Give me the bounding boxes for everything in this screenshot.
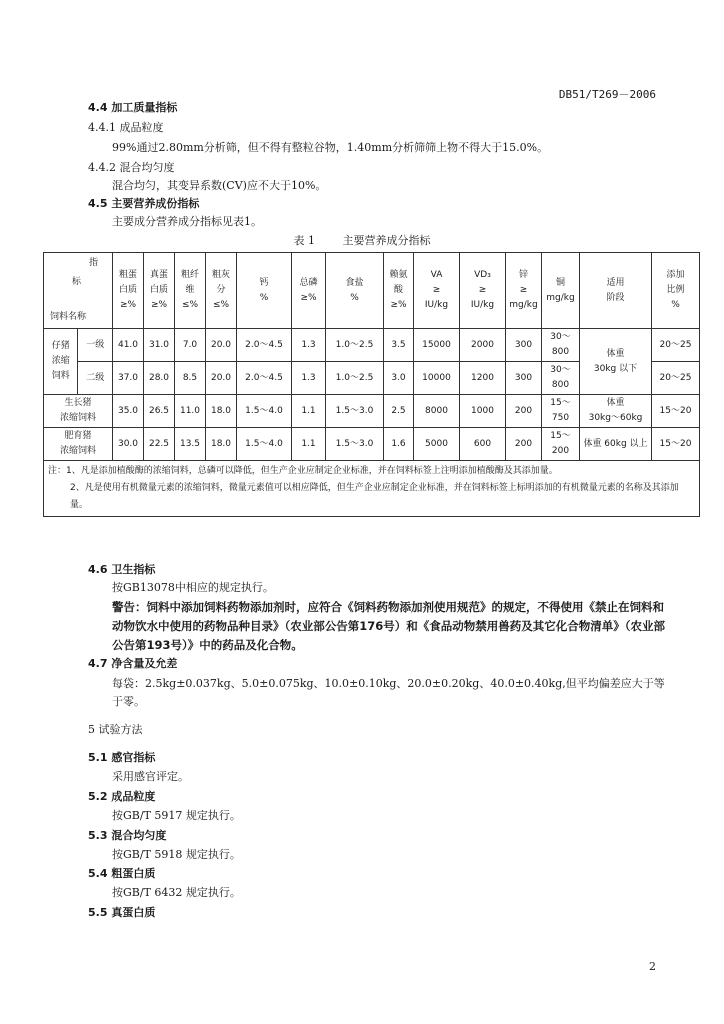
value-cell: 18.0 xyxy=(206,395,237,428)
section-4-4-2-text: 混合均匀，其变异系数(CV)应不大于10%。 xyxy=(112,179,327,192)
section-5-4-title: 5.4 粗蛋白质 xyxy=(88,867,156,880)
value-cell: 1.6 xyxy=(384,428,414,461)
header-cell: VA ≥ IU/kg xyxy=(414,253,460,329)
table-row xyxy=(44,395,700,428)
value-cell: 2.0～4.5 xyxy=(237,362,292,395)
header-cell: 粗纤 维 ≤% xyxy=(175,253,206,329)
value-cell: 1.3 xyxy=(292,362,326,395)
section-5-1-title: 5.1 感官指标 xyxy=(88,751,156,764)
header-cell: 粗灰 分 ≤% xyxy=(206,253,237,329)
feed-name-cell: 肥育猪 浓缩饲料 xyxy=(44,428,113,461)
value-cell: 1200 xyxy=(460,362,506,395)
header-cell: 铜 mg/kg xyxy=(542,253,580,329)
nutrition-table xyxy=(43,252,700,517)
value-cell: 3.5 xyxy=(384,329,414,362)
value-cell: 31.0 xyxy=(144,329,175,362)
table-notes xyxy=(44,461,700,517)
header-cell: 锌 ≥ mg/kg xyxy=(506,253,542,329)
value-cell: 30～ 800 xyxy=(542,329,580,362)
value-cell: 7.0 xyxy=(175,329,206,362)
corner-mid-label: 标 xyxy=(72,277,82,287)
value-cell: 18.0 xyxy=(206,428,237,461)
document-id: DB51/T269－2006 xyxy=(558,88,656,101)
value-cell: 600 xyxy=(460,428,506,461)
value-cell: 8.5 xyxy=(175,362,206,395)
stage-cell: 体重 30kg 以下 xyxy=(580,329,652,395)
value-cell: 22.5 xyxy=(144,428,175,461)
value-cell: 20.0 xyxy=(206,329,237,362)
table-number: 表 1 xyxy=(293,234,315,247)
section-5-4-text: 按GB/T 6432 规定执行。 xyxy=(112,886,241,899)
section-4-6-warning: 警告：饲料中添加饲料药物添加剂时，应符合《饲料药物添加剂使用规范》的规定，不得使用《禁止在饲料和动物饮水中使用的药物品种目录》（农业部公告第176号）和《食品动物禁用兽药及其它化合物清单》（农业部公告第193号）》中的药品及化合物。 xyxy=(112,600,665,652)
value-cell: 200 xyxy=(506,395,542,428)
value-cell: 2000 xyxy=(460,329,506,362)
value-cell: 15～ 750 xyxy=(542,395,580,428)
page-number: 2 xyxy=(649,960,656,973)
value-cell: 300 xyxy=(506,362,542,395)
value-cell: 30～ 800 xyxy=(542,362,580,395)
value-cell: 2.5 xyxy=(384,395,414,428)
section-4-6-text: 按GB13078中相应的规定执行。 xyxy=(112,581,274,594)
value-cell: 8000 xyxy=(414,395,460,428)
value-cell: 200 xyxy=(506,428,542,461)
table-caption xyxy=(0,232,724,248)
value-cell: 1.0～2.5 xyxy=(326,329,384,362)
section-4-4-title: 4.4 加工质量指标 xyxy=(88,101,178,114)
section-4-6-title: 4.6 卫生指标 xyxy=(88,563,156,576)
value-cell: 1.1 xyxy=(292,428,326,461)
table-header-row xyxy=(44,253,700,329)
header-cell: 赖氨 酸 ≥% xyxy=(384,253,414,329)
value-cell: 1.5～4.0 xyxy=(237,428,292,461)
group-label: 仔猪 浓缩 饲料 xyxy=(44,329,78,395)
section-4-4-1-title: 4.4.1 成品粒度 xyxy=(88,121,164,134)
ratio-cell: 15～20 xyxy=(652,428,700,461)
value-cell: 15～ 200 xyxy=(542,428,580,461)
header-cell: 添加 比例 % xyxy=(652,253,700,329)
ratio-cell: 20～25 xyxy=(652,362,700,395)
section-4-5-text: 主要成分营养成分指标见表1。 xyxy=(112,215,262,228)
header-cell: 适用 阶段 xyxy=(580,253,652,329)
value-cell: 2.0～4.5 xyxy=(237,329,292,362)
section-5-3-title: 5.3 混合均匀度 xyxy=(88,829,167,842)
grade-cell: 一级 xyxy=(78,329,113,362)
section-4-4-2-title: 4.4.2 混合均匀度 xyxy=(88,161,175,174)
corner-top-label: 指 xyxy=(88,258,98,268)
value-cell: 10000 xyxy=(414,362,460,395)
header-cell: 真蛋 白质 ≥% xyxy=(144,253,175,329)
value-cell: 28.0 xyxy=(144,362,175,395)
value-cell: 1.0～2.5 xyxy=(326,362,384,395)
section-5-1-text: 采用感官评定。 xyxy=(112,770,189,783)
table-note-2: 2、凡是使用有机微量元素的浓缩饲料，微量元素值可以相应降低，但生产企业应制定企业标准，并在饲料标签上标明添加的有机微量元素的名称及其添加量。 xyxy=(70,483,679,510)
table-note-1: 注：1、凡是添加植酸酶的浓缩饲料，总磷可以降低，但生产企业应制定企业标准，并在饲料标签上注明添加植酸酶及其添加量。 xyxy=(48,466,558,476)
section-4-7-title: 4.7 净含量及允差 xyxy=(88,657,178,670)
table-title: 主要营养成分指标 xyxy=(342,234,431,247)
section-4-7-text: 每袋：2.5kg±0.037kg、5.0±0.075kg、10.0±0.10kg、20.0±0.20kg、40.0±0.40kg,但平均偏差应大于等于零。 xyxy=(112,677,665,708)
value-cell: 1.5～4.0 xyxy=(237,395,292,428)
value-cell: 41.0 xyxy=(113,329,144,362)
table-note-row xyxy=(44,461,700,517)
feed-name-cell: 生长猪 浓缩饲料 xyxy=(44,395,113,428)
section-5-3-text: 按GB/T 5918 规定执行。 xyxy=(112,848,241,861)
value-cell: 11.0 xyxy=(175,395,206,428)
value-cell: 5000 xyxy=(414,428,460,461)
value-cell: 1.5～3.0 xyxy=(326,395,384,428)
section-5-2-title: 5.2 成品粒度 xyxy=(88,790,156,803)
section-5-5-title: 5.5 真蛋白质 xyxy=(88,906,156,919)
header-cell: 总磷 ≥% xyxy=(292,253,326,329)
section-5-2-text: 按GB/T 5917 规定执行。 xyxy=(112,809,241,822)
grade-cell: 二级 xyxy=(78,362,113,395)
section-5-title: 5 试验方法 xyxy=(88,723,143,736)
section-4-5-title: 4.5 主要营养成份指标 xyxy=(88,197,200,210)
table-row xyxy=(44,329,700,362)
value-cell: 35.0 xyxy=(113,395,144,428)
value-cell: 1.1 xyxy=(292,395,326,428)
value-cell: 15000 xyxy=(414,329,460,362)
value-cell: 300 xyxy=(506,329,542,362)
stage-cell: 体重 60kg 以上 xyxy=(580,428,652,461)
corner-bottom-label: 饲料名称 xyxy=(50,312,87,322)
value-cell: 3.0 xyxy=(384,362,414,395)
ratio-cell: 15～20 xyxy=(652,395,700,428)
value-cell: 30.0 xyxy=(113,428,144,461)
value-cell: 26.5 xyxy=(144,395,175,428)
value-cell: 1.3 xyxy=(292,329,326,362)
value-cell: 37.0 xyxy=(113,362,144,395)
section-4-4-1-text: 99%通过2.80mm分析筛，但不得有整粒谷物，1.40mm分析筛筛上物不得大于15.0%。 xyxy=(112,141,549,154)
header-cell: 粗蛋 白质 ≥% xyxy=(113,253,144,329)
stage-cell: 体重 30kg～60kg xyxy=(580,395,652,428)
value-cell: 13.5 xyxy=(175,428,206,461)
ratio-cell: 20～25 xyxy=(652,329,700,362)
header-cell: 食盐 % xyxy=(326,253,384,329)
table-row xyxy=(44,428,700,461)
header-cell: VD₃ ≥ IU/kg xyxy=(460,253,506,329)
value-cell: 1.5～3.0 xyxy=(326,428,384,461)
value-cell: 1000 xyxy=(460,395,506,428)
header-cell: 钙 % xyxy=(237,253,292,329)
corner-header xyxy=(44,253,113,329)
value-cell: 20.0 xyxy=(206,362,237,395)
